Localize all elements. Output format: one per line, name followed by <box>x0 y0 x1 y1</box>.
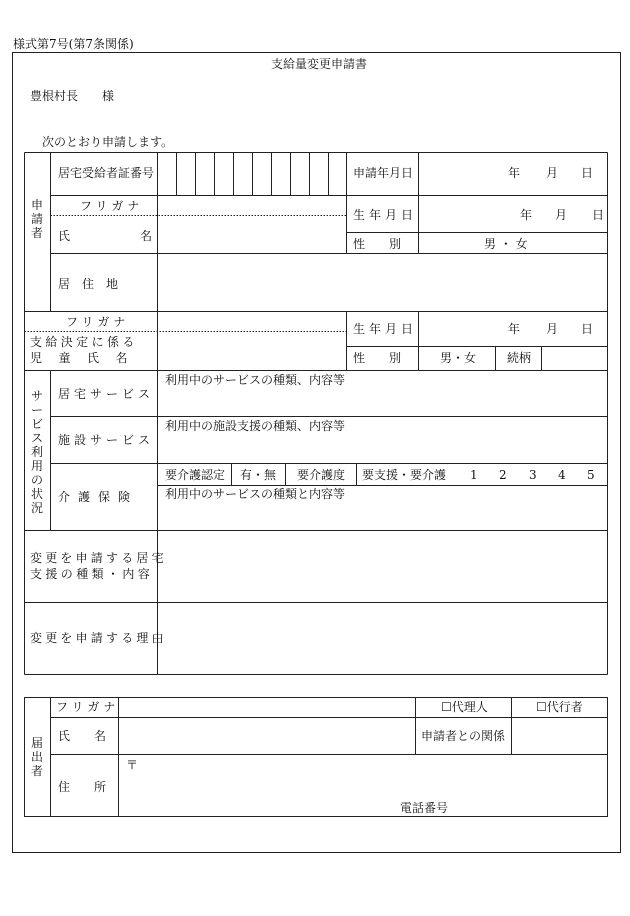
home-service-label: 居宅サービス <box>58 387 155 401</box>
applicant-furigana-label: フリガナ <box>80 199 144 213</box>
change-reason-field[interactable] <box>158 603 607 674</box>
relation-label: 申請者との関係 <box>421 729 506 743</box>
relation-field[interactable] <box>512 718 607 754</box>
phone-label: 電話番号 <box>400 801 449 815</box>
care-insurance-label: 介護保険 <box>58 490 139 504</box>
notifier-furigana-field[interactable] <box>119 698 415 717</box>
change-reason-label: 変更を申請する理由 <box>30 631 167 645</box>
level-5[interactable]: 5 <box>587 468 595 482</box>
cert-number-cells[interactable] <box>158 153 346 195</box>
cert-number-label: 居宅受給者証番号 <box>58 166 155 180</box>
facility-service-note: 利用中の施設支援の種類、内容等 <box>165 419 346 433</box>
home-service-field[interactable] <box>158 388 607 416</box>
child-sex-options[interactable]: 男・女 <box>440 351 477 365</box>
applicant-birth-field[interactable] <box>419 196 607 232</box>
applicant-name-label <box>58 229 152 243</box>
care-cert-label: 要介護認定 <box>165 468 226 482</box>
child-name-field[interactable] <box>158 332 346 370</box>
form-title: 支給量変更申請書 <box>271 57 368 71</box>
change-content-field[interactable] <box>158 531 607 602</box>
child-relation-field[interactable] <box>542 347 607 370</box>
apply-date-day: 日 <box>581 166 594 180</box>
child-birth-year: 年 <box>508 322 521 336</box>
child-name-label-1: 支給決定に係る <box>30 335 138 349</box>
apply-date-label: 申請年月日 <box>353 166 414 180</box>
child-birth-day: 日 <box>581 322 594 336</box>
intro-text: 次のとおり申請します。 <box>42 135 174 149</box>
child-sex-label: 性 別 <box>353 351 402 365</box>
services-section-label: サービス利用の状況 <box>30 389 43 515</box>
birth-month: 月 <box>555 208 568 222</box>
name-char-2: 名 <box>139 229 152 243</box>
level-2[interactable]: 2 <box>499 468 507 482</box>
child-birth-month: 月 <box>546 322 559 336</box>
support-level-label: 要支援・要介護 <box>362 468 447 482</box>
care-service-note: 利用中のサービスの種類と内容等 <box>165 487 346 501</box>
applicant-address-field[interactable] <box>158 254 607 311</box>
level-3[interactable]: 3 <box>529 468 537 482</box>
change-content-label-1: 変更を申請する居宅 <box>30 551 167 565</box>
notifier-section-label: 届出者 <box>30 736 43 778</box>
change-content-label-2: 支援の種類・内容 <box>30 567 154 581</box>
applicant-section-label: 申請者 <box>30 198 43 240</box>
postal-mark: 〒 <box>126 758 139 772</box>
home-service-note: 利用中のサービスの種類、内容等 <box>165 373 346 387</box>
notifier-name-label: 氏 名 <box>58 729 107 743</box>
care-service-field[interactable] <box>158 502 607 530</box>
birth-day: 日 <box>592 208 605 222</box>
level-4[interactable]: 4 <box>558 468 566 482</box>
applicant-address-label: 居 住 地 <box>58 277 119 291</box>
applicant-name-field[interactable] <box>158 216 346 253</box>
form-number: 様式第7号(第7条関係) <box>13 37 134 51</box>
addressee: 豊根村長 様 <box>30 89 115 103</box>
proxy-checkbox[interactable]: ☐代行者 <box>536 700 583 714</box>
notifier-address-field[interactable] <box>140 755 607 797</box>
child-relation-label: 続柄 <box>507 351 532 365</box>
notifier-name-field[interactable] <box>119 718 415 754</box>
care-cert-value[interactable]: 有・無 <box>240 468 277 482</box>
name-char-1: 氏 <box>58 229 71 243</box>
apply-date-year: 年 <box>508 166 521 180</box>
agent-checkbox[interactable]: ☐代理人 <box>441 700 488 714</box>
notifier-furigana-label: フリガナ <box>56 700 120 714</box>
apply-date-month: 月 <box>546 166 559 180</box>
facility-service-label: 施設サービス <box>58 433 155 447</box>
applicant-sex-options[interactable]: 男 ・ 女 <box>484 237 528 251</box>
child-furigana-label: フリガナ <box>66 315 130 329</box>
facility-service-field[interactable] <box>158 435 607 463</box>
birth-year: 年 <box>520 208 533 222</box>
child-name-label-2: 児童氏名 <box>30 351 145 365</box>
care-level-label: 要介護度 <box>297 468 346 482</box>
applicant-sex-label: 性 別 <box>353 237 402 251</box>
notifier-address-label: 住 所 <box>58 780 107 794</box>
applicant-birth-label: 生年月日 <box>353 208 418 222</box>
child-furigana-field[interactable] <box>158 312 346 331</box>
child-birth-label: 生年月日 <box>353 322 418 336</box>
level-1[interactable]: 1 <box>470 468 478 482</box>
applicant-furigana-field[interactable] <box>158 196 346 215</box>
